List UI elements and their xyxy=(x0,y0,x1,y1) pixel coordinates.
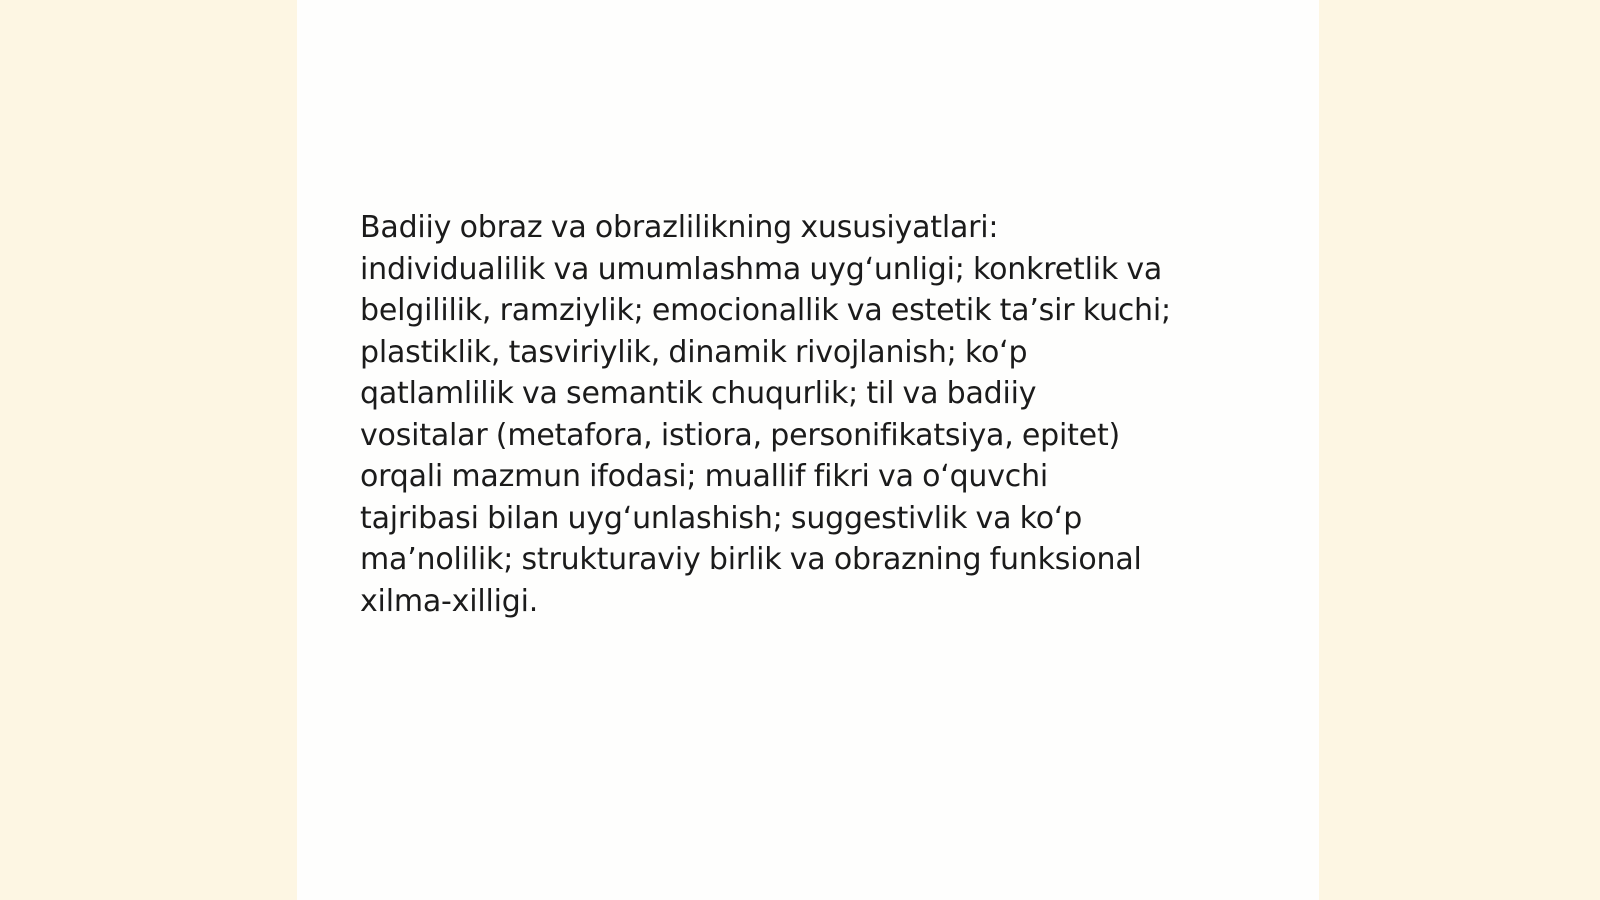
slide xyxy=(297,0,1319,900)
body-text-line: orqali mazmun ifodasi; muallif fikri va o‘quvchi xyxy=(360,459,1049,494)
body-text-line: Badiiy obraz va obrazlilikning xususiyatlari: xyxy=(360,210,999,245)
body-text-line: tajribasi bilan uyg‘unlashish; suggestivlik va ko‘p xyxy=(360,500,1083,536)
body-text-line: individualilik va umumlashma uyg‘unligi; konkretlik va xyxy=(360,251,1163,287)
slide-body-text xyxy=(360,207,1260,622)
body-text-line: plastiklik, tasviriylik, dinamik rivojlanish; ko‘p xyxy=(360,334,1028,370)
body-text-line: ma’nolilik; strukturaviy birlik va obrazning funksional xyxy=(360,542,1142,577)
body-text-line: belgililik, ramziylik; emocionallik va estetik ta’sir kuchi; xyxy=(360,293,1171,328)
body-text-line: xilma-xilligi. xyxy=(360,583,539,619)
body-text-line: vositalar (metafora, istiora, personifikatsiya, epitet) xyxy=(360,417,1121,453)
body-text-line: qatlamlilik va semantik chuqurlik; til va badiiy xyxy=(360,376,1037,411)
